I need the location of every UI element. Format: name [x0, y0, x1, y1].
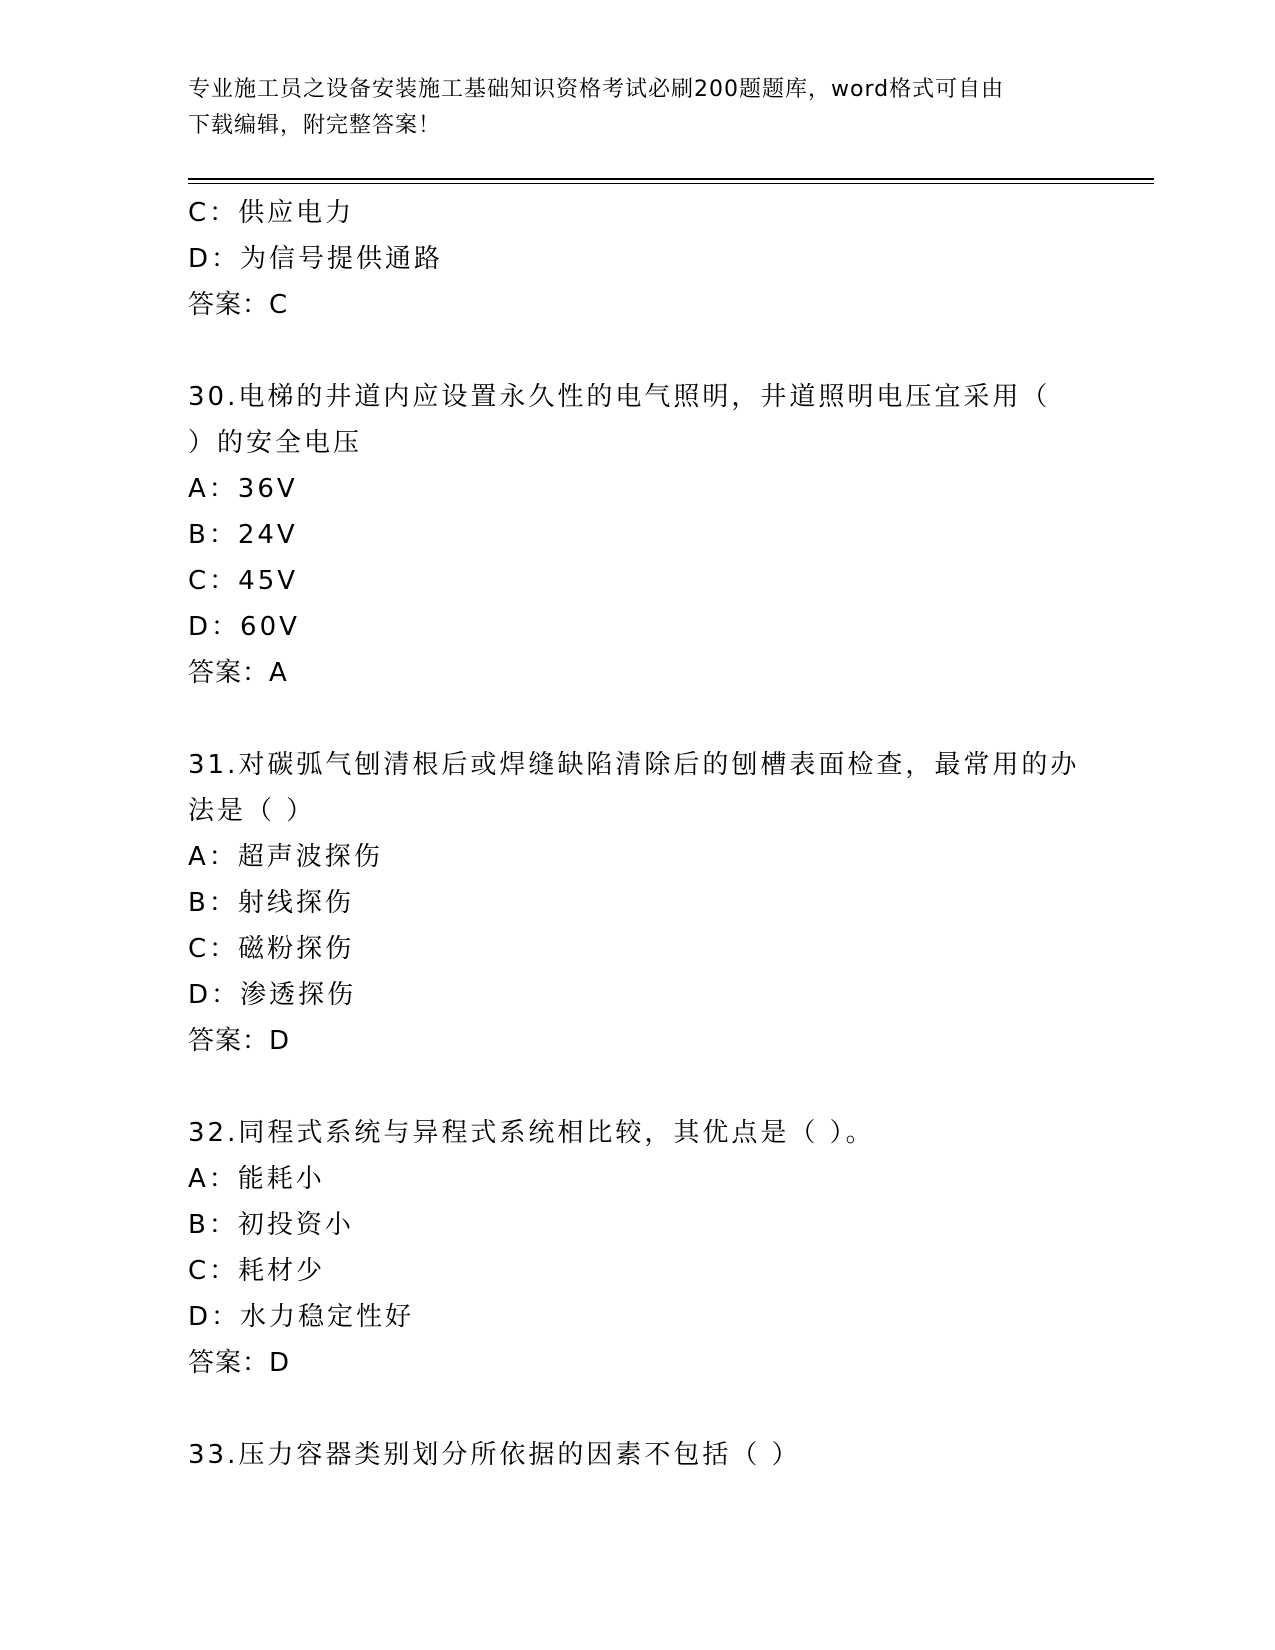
option-b: B：射线探伤: [188, 888, 354, 918]
question-text: 30.电梯的井道内应设置永久性的电气照明，井道照明电压宜采用（: [188, 382, 1051, 412]
header-divider-thin: [188, 183, 1154, 184]
question-31: [188, 742, 1088, 1064]
question-33: [188, 1432, 1088, 1478]
header-line-2: 下载编辑，附完整答案！: [188, 113, 442, 138]
question-text-continued: ）的安全电压: [188, 428, 363, 458]
option-a: A：超声波探伤: [188, 842, 383, 872]
option-d: D：60V: [188, 612, 300, 642]
option-a: A：能耗小: [188, 1164, 325, 1194]
question-text: 32.同程式系统与异程式系统相比较，其优点是（ ）。: [188, 1118, 875, 1148]
option-d: D：水力稳定性好: [188, 1302, 415, 1332]
answer: 答案：C: [188, 290, 289, 320]
option-b: B：初投资小: [188, 1210, 354, 1240]
document-header: [188, 72, 1068, 144]
question-text: 33.压力容器类别划分所依据的因素不包括（ ）: [188, 1440, 801, 1470]
header-divider: [188, 178, 1154, 180]
option-b: B：24V: [188, 520, 298, 550]
document-body: [188, 190, 1088, 1478]
question-text: 31.对碳弧气刨清根后或焊缝缺陷清除后的刨槽表面检查，最常用的办: [188, 750, 1080, 780]
option-d: D：渗透探伤: [188, 980, 357, 1010]
previous-question-tail: [188, 190, 1088, 328]
question-32: [188, 1110, 1088, 1386]
question-text-continued: 法是（ ）: [188, 796, 316, 826]
option-c: C：供应电力: [188, 198, 355, 228]
option-c: C：45V: [188, 566, 299, 596]
option-c: C：耗材少: [188, 1256, 326, 1286]
option-a: A：36V: [188, 474, 298, 504]
question-30: [188, 374, 1088, 696]
header-line-1: 专业施工员之设备安装施工基础知识资格考试必刷200题题库，word格式可自由: [188, 77, 1005, 102]
answer: 答案：A: [188, 658, 288, 688]
answer: 答案：D: [188, 1026, 291, 1056]
option-c: C：磁粉探伤: [188, 934, 355, 964]
option-d: D：为信号提供通路: [188, 244, 444, 274]
answer: 答案：D: [188, 1348, 291, 1378]
